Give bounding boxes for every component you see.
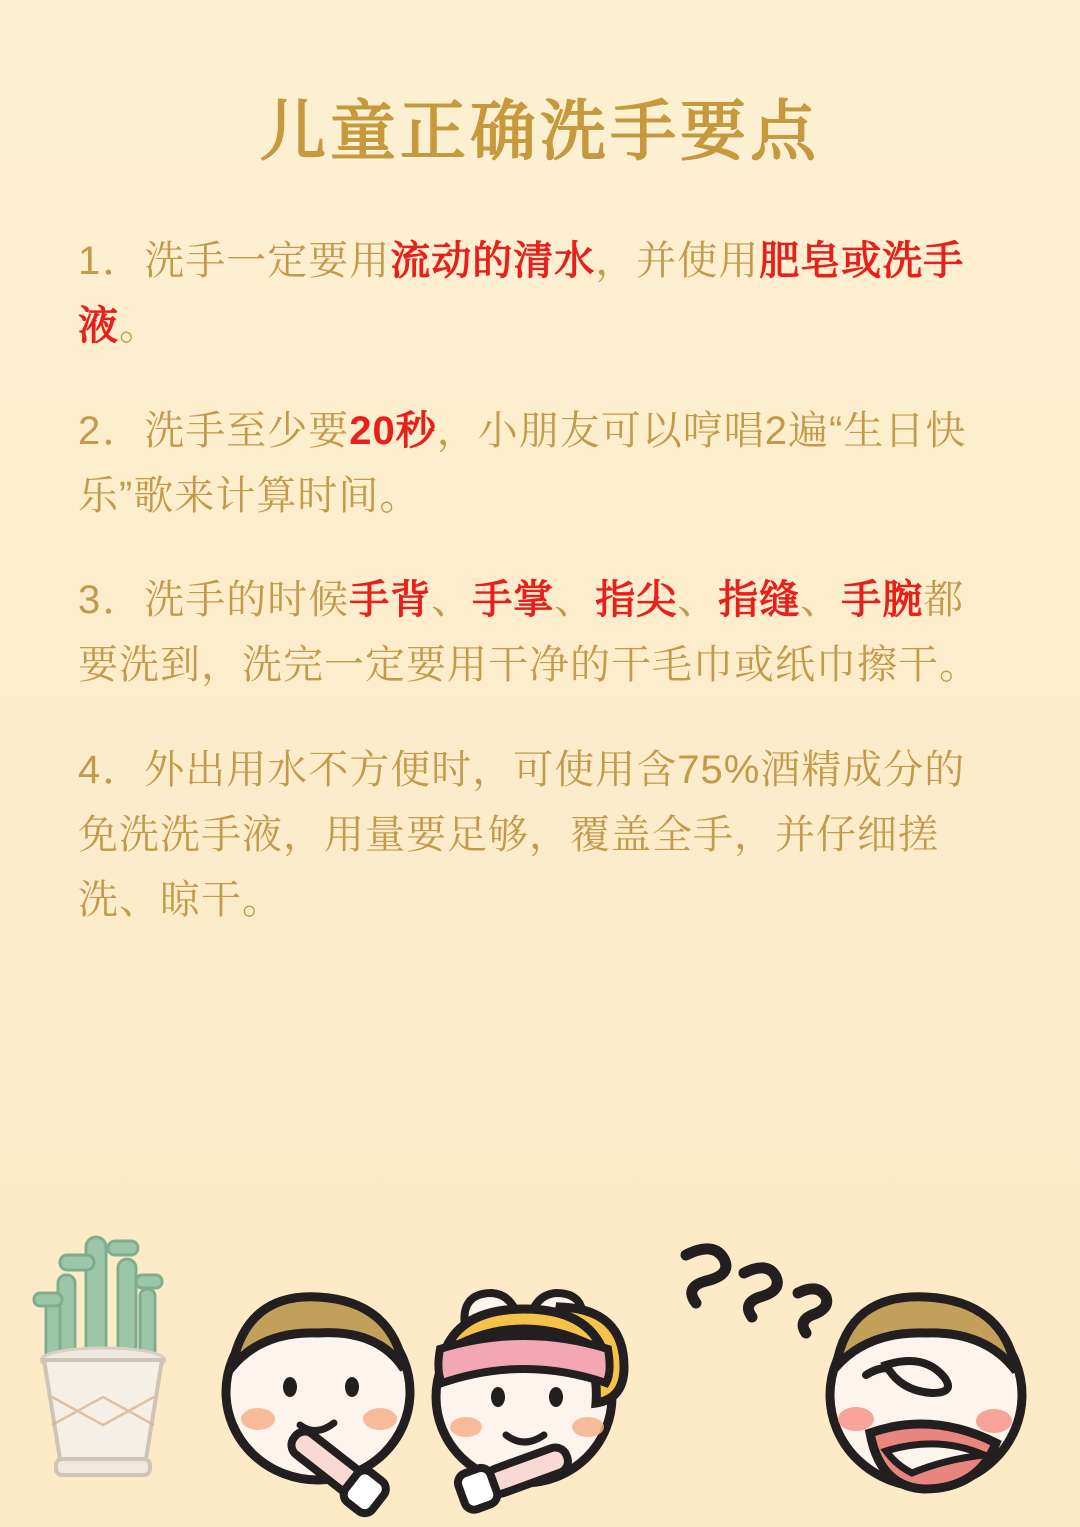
highlighted-text: 指缝 (718, 578, 801, 623)
list-item-text: 。 (119, 303, 160, 348)
highlighted-text: 肥皂或洗手液 (78, 239, 965, 348)
girl-face-icon (436, 1293, 624, 1512)
list-item-text: 、 (554, 578, 596, 623)
highlighted-text: 手掌 (472, 578, 555, 623)
list-item-text: 、 (800, 578, 842, 623)
snore-marks (686, 1249, 827, 1333)
list-item-index: 3． (78, 578, 145, 623)
list-item-text: ，并使用 (595, 239, 760, 284)
list-item-text: 外出用水不方便时，可使用含75%酒精成分的免洗洗手液，用量要足够，覆盖全手，并仔细搓洗、晾干。 (78, 747, 966, 922)
highlighted-text: 手腕 (841, 578, 924, 623)
list-item (78, 229, 1002, 359)
list-item-text: 洗手一定要用 (144, 239, 391, 284)
list-item (78, 399, 1002, 529)
cactus-plant-icon (34, 1237, 165, 1475)
list-item-text: 洗手至少要 (144, 408, 350, 453)
list-item-index: 2． (78, 408, 145, 453)
list-item-text: 、 (677, 578, 719, 623)
boy-face-icon (226, 1297, 410, 1517)
tips-list (78, 229, 1002, 932)
illustration-group (0, 1197, 1080, 1527)
list-item-text: 、 (431, 578, 473, 623)
highlighted-text: 手背 (349, 578, 432, 623)
page-title: 儿童正确洗手要点 (260, 94, 820, 168)
list-item (78, 568, 1002, 698)
sleeping-face-icon (686, 1249, 1022, 1489)
list-item-index: 1． (78, 239, 145, 284)
list-item-text: 洗手的时候 (144, 578, 350, 623)
highlighted-text: 指尖 (595, 578, 678, 623)
highlighted-text: 流动的清水 (390, 239, 596, 284)
list-item-text: 都要洗到，洗完一定要用干净的干毛巾或纸巾擦干。 (78, 578, 980, 688)
highlighted-text: 20秒 (349, 408, 437, 453)
list-item-text: ，小朋友可以哼唱2遍“生日快乐”歌来计算时间。 (78, 408, 967, 518)
list-item (78, 738, 1002, 932)
list-item-index: 4． (78, 747, 145, 792)
